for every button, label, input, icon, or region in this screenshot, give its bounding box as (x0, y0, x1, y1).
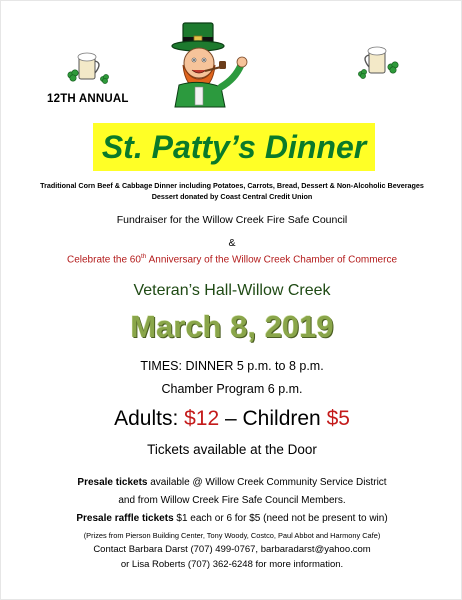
contact-line2: or Lisa Roberts (707) 362-6248 for more information. (120, 559, 344, 570)
raffle-rest: $1 each or 6 for $5 (need not be present to win) (173, 513, 388, 524)
program-time: Chamber Program 6 p.m. (161, 382, 303, 396)
leprechaun-illustration (161, 21, 261, 111)
anniversary-sup: th (140, 253, 147, 260)
children-price: $5 (326, 407, 350, 430)
dinner-times: TIMES: DINNER 5 p.m. to 8 p.m. (140, 359, 324, 373)
beer-mug-shamrock-right-icon (353, 41, 399, 81)
beer-mug-shamrock-left-icon (65, 49, 111, 85)
dessert-donor: Dessert donated by Coast Central Credit Union (151, 192, 313, 201)
presale-rest: available @ Willow Creek Community Service District (147, 477, 387, 488)
adults-price: $12 (184, 407, 220, 430)
fundraiser-line: Fundraiser for the Willow Creek Fire Safe Council (116, 214, 348, 226)
anniversary-after: Anniversary of the Willow Creek Chamber of Commerce (146, 254, 397, 266)
raffle-bold: Presale raffle tickets (76, 513, 174, 524)
event-title: St. Patty’s Dinner (101, 129, 367, 165)
dinner-description: Traditional Corn Beef & Cabbage Dinner including Potatoes, Carrots, Bread, Dessert & Non-Alcoholic Beverages (40, 181, 424, 190)
anniversary-before: Celebrate the 60 (66, 254, 141, 266)
contact-line: Contact Barbara Darst (707) 499-0767, barbaradarst@yahoo.com (93, 544, 371, 555)
event-date: March 8, 2019 (130, 309, 334, 344)
raffle-line (1, 513, 462, 524)
prizes-line: (Prizes from Pierson Building Center, Tony Woody, Costco, Paul Abbot and Harmony Cafe) (83, 531, 381, 540)
ticket-prices (1, 407, 462, 431)
presale-line (1, 477, 462, 488)
ampersand: & (228, 237, 236, 249)
annual-label: 12TH ANNUAL (47, 93, 129, 105)
presale-line2: and from Willow Creek Fire Safe Council Members. (118, 495, 346, 506)
children-label: – Children (219, 407, 327, 430)
door-tickets: Tickets available at the Door (147, 442, 317, 457)
adults-label: Adults: (114, 407, 185, 430)
anniversary-line (1, 253, 462, 265)
presale-bold: Presale tickets (77, 477, 148, 488)
venue: Veteran’s Hall-Willow Creek (133, 282, 331, 299)
